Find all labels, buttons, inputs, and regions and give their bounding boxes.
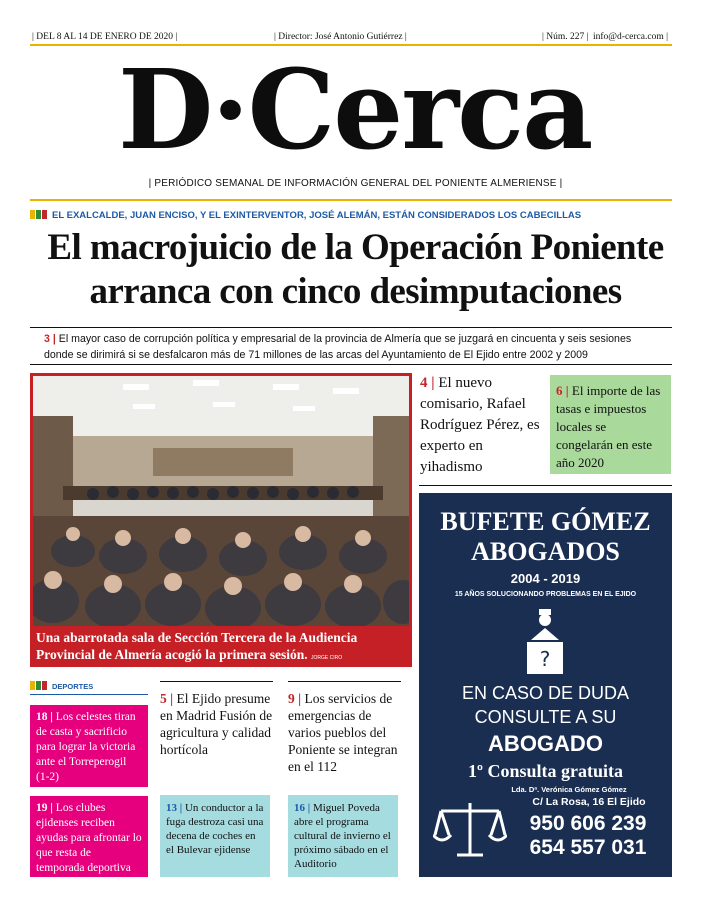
divider <box>419 485 672 486</box>
story-emergencias-112[interactable]: 9 | Los servicios de emergencias de varios pueblos del Poniente se integran en el 112 <box>288 681 401 775</box>
divider <box>30 199 672 201</box>
story-madrid-fusion[interactable]: 5 | El Ejido presume en Madrid Fusión de agricultura y calidad hortícola <box>160 681 273 758</box>
top-bar <box>30 30 672 46</box>
flag-icon <box>30 681 48 692</box>
scales-of-justice-icon <box>433 797 507 861</box>
photo-caption: Una abarrotada sala de Sección Tercera de la Audiencia Provincial de Almería acogió la primera sesión. JORGE CIRO <box>36 630 358 662</box>
newspaper-logo[interactable]: D·Cerca <box>118 45 592 174</box>
contact-email[interactable]: info@d-cerca.com | <box>593 32 669 42</box>
tagline: | PERIÓDICO SEMANAL DE INFORMACIÓN GENERAL DEL PONIENTE ALMERIENSE | <box>148 178 563 189</box>
masthead <box>0 45 711 174</box>
lead-kicker: EL EXALCALDE, JUAN ENCISO, Y EL EXINTERVENTOR, JOSÉ ALEMÁN, ESTÁN CONSIDERADOS LOS CABECILLAS <box>30 210 672 222</box>
story-clubes-ejidenses[interactable]: 19 | Los clubes ejidenses reciben ayudas para afrontar lo que resta de temporada deportiva <box>30 796 148 877</box>
lead-headline[interactable]: El macrojuicio de la Operación Poniente arranca con cinco desimputaciones <box>47 227 664 312</box>
flag-icon <box>30 210 48 222</box>
story-miguel-poveda[interactable]: 16 | Miguel Poveda abre el programa cultural de invierno el próximo sábado en el Auditorio <box>288 795 398 877</box>
svg-text:?: ? <box>539 647 551 671</box>
lead-photo[interactable] <box>30 373 412 667</box>
issue-number: | Núm. 227 | <box>542 32 589 42</box>
issue-dates: | DEL 8 AL 14 DE ENERO DE 2020 | <box>32 32 178 42</box>
page-ref: 3 <box>44 333 50 345</box>
story-conductor-fuga[interactable]: 13 | Un conductor a la fuga destroza casi una decena de coches en el Bulevar ejidense <box>160 795 270 877</box>
advertisement-bufete-gomez[interactable]: BUFETE GÓMEZ ABOGADOS 2004 - 2019 15 AÑOS SOLUCIONANDO PROBLEMAS EN EL EJIDO ? EN CASO DE DUDA CONSULTE A SU ABOGADO 1º Consulta gratuita Lda. Dª. Verónica Gómez Gómez C/ La Rosa, 16 El Ejido 950 606 239 654 557 031 <box>419 493 672 877</box>
lead-summary: 3 | El mayor caso de corrupción política y empresarial de la provincia de Almería que se juzgará en cincuenta y seis sesiones donde se dirimirá si se desfalcaron más de 71 millones de las arcas del Ayuntamiento de El Ejido entre 2002 y 2009 <box>30 327 672 365</box>
section-label-deportes: DEPORTES <box>30 681 148 695</box>
lawyer-icon <box>521 606 569 678</box>
director-credit: | Director: José Antonio Gutiérrez | <box>274 32 407 42</box>
story-tasas[interactable]: 6 | El importe de las tasas e impuestos locales se congelarán en este año 2020 <box>550 375 671 474</box>
story-comisario[interactable]: 4 | El nuevo comisario, Rafael Rodríguez Pérez, es experto en yihadismo <box>420 375 540 475</box>
story-celestes[interactable]: 18 | Los celestes tiran de casta y sacrificio para lograr la victoria ante el Torreperogil (1-2) <box>30 705 148 787</box>
courtroom-image <box>33 376 409 626</box>
